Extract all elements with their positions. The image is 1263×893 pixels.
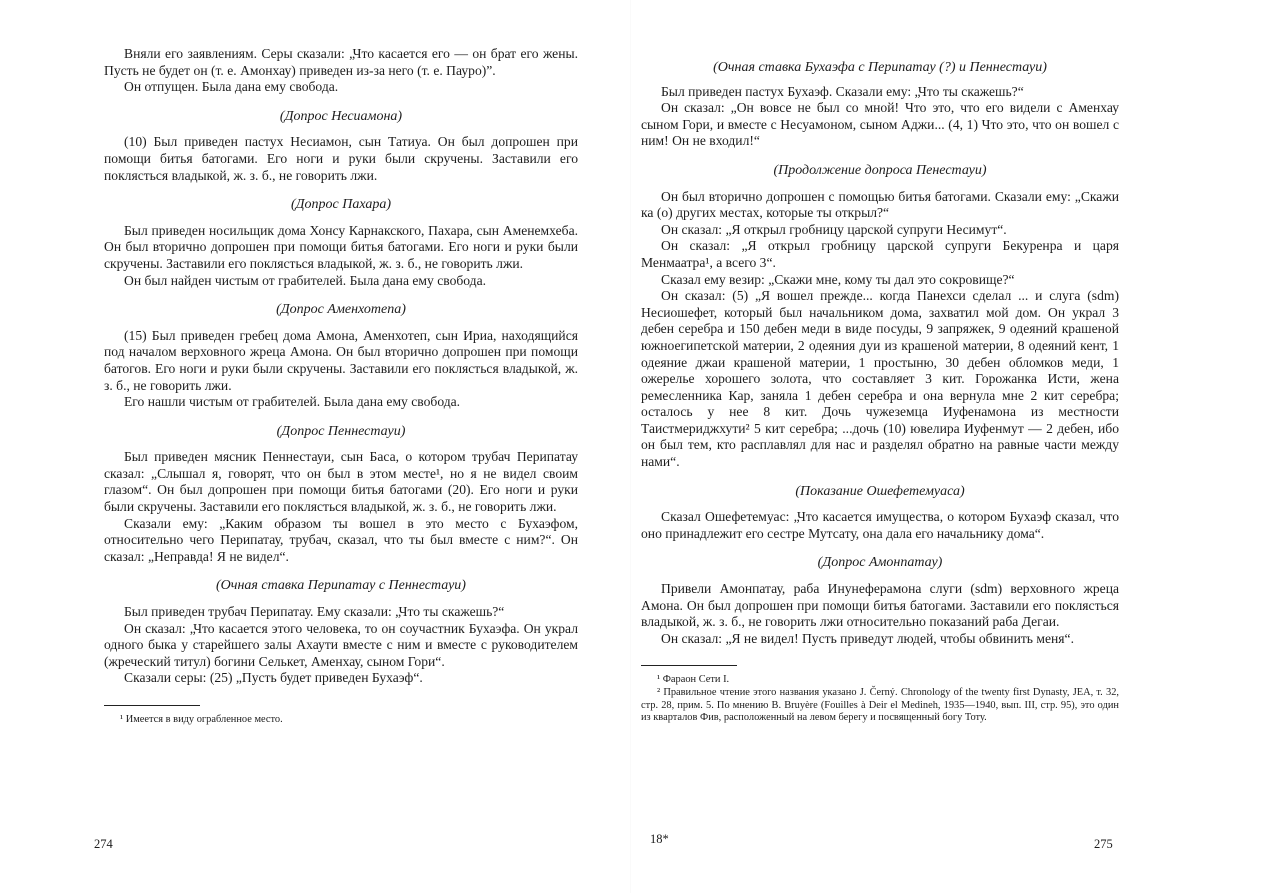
right-text-column [641, 60, 1119, 725]
footnotes [104, 714, 578, 727]
paragraph: Он был найден чистым от грабителей. Была дана ему свобода. [124, 272, 487, 288]
paragraph: Он сказал: „Я не видел! Пусть приведут людей, чтобы обвинить меня“. [661, 630, 1074, 646]
left-page [0, 0, 631, 893]
paragraph: Он сказал: „Я открыл гробницу царской супруги Несимут“. [661, 221, 1007, 237]
paragraph: Был приведен пастух Бухаэф. Сказали ему: „Что ты скажешь?“ [661, 83, 1024, 99]
paragraph: Сказали серы: (25) „Пусть будет приведен Бухаэф“. [124, 670, 423, 686]
section-heading: (Очная ставка Бухаэфа с Перипатау (?) и Пеннестауи) [713, 60, 1047, 75]
page-number-left: 274 [94, 837, 113, 851]
paragraph: Был приведен носильщик дома Хонсу Карнакского, Пахара, сын Аменемхеба. Он был вторично допрошен при помощи битья батогами. Его ноги и руки были скручены. Заставили его поклясться владыкой, ж. з. б., не говорить лжи. [104, 222, 578, 271]
paragraph: (15) Был приведен гребец дома Амона, Аменхотеп, сын Ириа, находящийся под началом верховного жреца Амона. Он был вторично допрошен при помощи батогов. Его ноги и руки были скручены. Заставили его поклясться владыкой, ж. з. б., не говорить лжи. [104, 327, 578, 393]
footnote: ¹ Имеется в виду ограбленное место. [120, 714, 283, 725]
paragraph: Был приведен мясник Пеннестауи, сын Баса, о котором трубач Перипатау сказал: „Слышал я, говорят, что он был в этом месте¹, но я не видел своим глазом“. Он был допрошен при помощи битья батогами (20). Его ноги и руки были скручены. Заставили его поклясться владыкой, ж. з. б., не говорить лжи. [104, 449, 578, 515]
section-heading: (Очная ставка Перипатау с Пеннестауи) [216, 578, 466, 594]
section-heading: (Допрос Несиамона) [279, 108, 403, 124]
paragraph: Он был вторично допрошен с помощью битья батогами. Сказали ему: „Скажи ка (о) других местах, которые ты открыл?“ [641, 188, 1119, 221]
signature-mark: 18* [650, 832, 669, 846]
paragraph: Он сказал: (5) „Я вошел прежде... когда Панехси сделал ... и слуга (sdm) Несиошефет, который был начальником дома, захватил мой дом. Он украл 3 дебен серебра и 150 дебен меди в виде посуды, 9 запряжек, 9 одеяний крашеной южноегипетской материи, 2 одеяния дуи из крашеной материи, 8 одеяний кент, 1 одеяние джаи крашеной материи, 1 простыню, 30 дебен обломков меди, 1 ожерелье хорошего золота, что составляет 3 кит. Горожанка Исти, жена ремесленника Кар, заняла 1 дебен серебра и она вернула мне 2 кит серебра; осталось у нее 8 кит. Дочь чужеземца Иуфенамона из местности Таистмериджхути² 5 кит серебра; ...дочь (10) ювелира Иуфенмут — 2 дебен, ибо он был тем, кто расплавлял для нас и разделял обратно на равные части между нами“. [641, 288, 1119, 470]
footnote: ¹ Фараон Сети I. [657, 674, 730, 686]
paragraph: Был приведен трубач Перипатау. Ему сказали: „Что ты скажешь?“ [124, 604, 505, 620]
paragraph: Сказали ему: „Каким образом ты вошел в это место с Бухаэфом, относительно чего Перипатау, трубач, сказал, что ты был вместе с ним?“. Он сказал: „Неправда! Я не видел“. [104, 515, 578, 564]
left-text-column [104, 46, 578, 727]
footnotes [641, 674, 1119, 724]
paragraph: Он отпущен. Была дана ему свобода. [124, 79, 339, 95]
paragraph: Его нашли чистым от грабителей. Была дана ему свобода. [124, 394, 461, 410]
footnote-rule [104, 705, 200, 706]
paragraph: Сказал ему везир: „Скажи мне, кому ты дал это сокровище?“ [661, 271, 1015, 287]
footnote: ² Правильное чтение этого названия указано J. Černý. Chronology of the twenty first Dynasty, JEA, т. 32, стр. 28, прим. 5. По мнению B. Bruyère (Fouilles à Deir el Medineh, 1935—1940, вып. III, стр. 95), это один из кварталов Фив, расположенный на левом берегу и посвященный богу Тоту. [641, 687, 1119, 724]
section-heading: (Допрос Пеннестауи) [276, 423, 406, 439]
paragraph: Сказал Ошефетемуас: „Что касается имущества, о котором Бухаэф сказал, что оно принадлежит его сестре Мутсату, она дала его начальнику дома“. [641, 509, 1119, 541]
section-heading: (Показание Ошефетемуаса) [795, 483, 965, 499]
page-number-right: 275 [1094, 837, 1113, 851]
paragraph: Привели Амонпатау, раба Инунеферамона слуги (sdm) верховного жреца Амона. Он был допрошен при помощи битья батогами. Заставили его поклясться владыкой, ж. з. б., не говорить лжи относительно показаний раба Дегаи. [641, 581, 1119, 630]
right-page [632, 0, 1263, 893]
footnote-rule [641, 665, 737, 666]
section-heading: (Допрос Пахара) [290, 197, 392, 213]
section-heading: (Допрос Амонпатау) [817, 555, 943, 571]
paragraph: (10) Был приведен пастух Несиамон, сын Татиуа. Он был допрошен при помощи битья батогами. Его ноги и руки были скручены. Заставили его поклясться владыкой, ж. з. б., не говорить лжи. [104, 134, 578, 183]
paragraph: Он сказал: „Я открыл гробницу царской супруги Бекуренра и царя Менмаатра¹, а всего 3“. [641, 238, 1119, 270]
paragraph: Он сказал: „Что касается этого человека, то он соучастник Бухаэфа. Он украл одного быка у старейшего залы Ахаути вместе с ним и вместе с руководителем (жреческий титул) богини Селькет, Аменхау, сыном Гори“. [104, 620, 578, 669]
book-gutter [630, 0, 631, 893]
paragraph: Он сказал: „Он вовсе не был со мной! Что это, что его видели с Аменхау сыном Гори, и вместе с Несуамоном, сыном Аджи... (4, 1) Что это, что он вошел с ним! Он не входил!“ [641, 100, 1119, 149]
paragraph: Вняли его заявлениям. Серы сказали: „Что касается его — он брат его жены. Пусть не будет он (т. е. Амонхау) приведен из-за него (т. е. Пауро)”. [104, 46, 578, 78]
section-heading: (Продолжение допроса Пенестауи) [773, 162, 987, 178]
section-heading: (Допрос Аменхотепа) [276, 302, 406, 318]
